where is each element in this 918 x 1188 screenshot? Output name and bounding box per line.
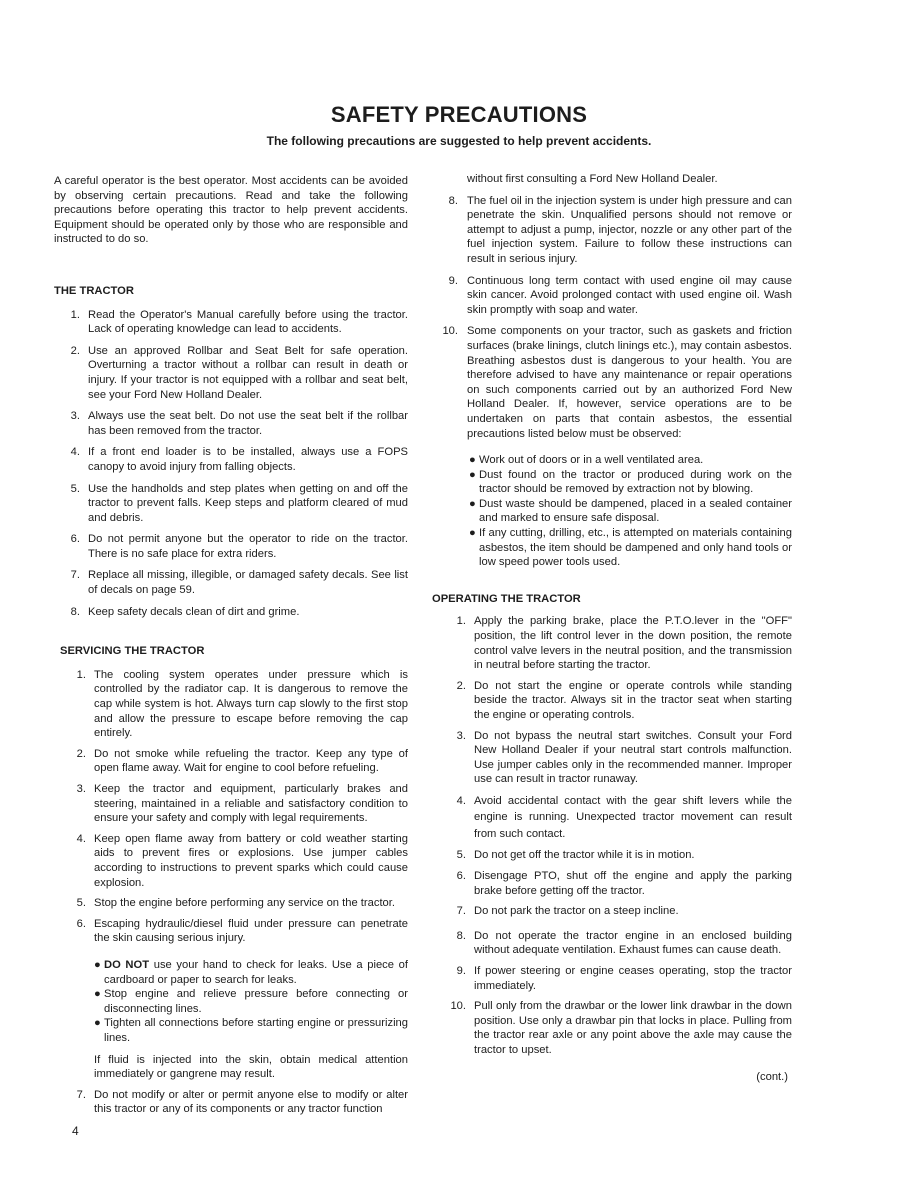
bullet-icon: ● — [469, 454, 476, 467]
list-item: 9. Continuous long term contact with used engine oil may cause skin cancer. Avoid prolonged contact with used engine oil. Wash skin promptly with soap and water. — [448, 274, 792, 316]
operating-list — [436, 614, 792, 1057]
item7-continuation: without first consulting a Ford New Holland Dealer. — [467, 173, 718, 185]
bullet-item: ● Tighten all connections before starting engine or pressurizing lines. — [94, 1017, 408, 1044]
right-column — [432, 172, 792, 1084]
list-item: 5. Stop the engine before performing any service on the tractor. — [76, 897, 395, 910]
bullet-item: ● Dust found on the tractor or produced during work on the tractor should be removed by extraction not by blowing. — [469, 468, 792, 496]
fluid-note: If fluid is injected into the skin, obtain medical attention immediately or gangrene may result. — [94, 1053, 408, 1081]
list-item: 7. Do not park the tractor on a steep incline. — [456, 905, 679, 918]
bullet-icon: ● — [469, 497, 476, 510]
bullet-item: ● Stop engine and relieve pressure before connecting or disconnecting lines. — [94, 988, 408, 1015]
leak-bullets — [60, 958, 408, 1082]
list-item: 4. Keep open flame away from battery or cold weather starting aids to prevent fires or explosions. Use jumper cables according to instructions to prevent sparks which could cause explosion. — [76, 832, 408, 889]
list-item: 1. Read the Operator's Manual carefully before using the tractor. Lack of operating knowledge can lead to accidents. — [70, 308, 408, 336]
list-item: 4. Avoid accidental contact with the gear shift levers while the engine is running. Unexpected tractor movement can result from such contact. — [456, 794, 792, 840]
list-item: 1. Apply the parking brake, place the P.T.O.lever in the "OFF" position, the lift control lever in the down position, the remote control valve levers in the neutral position, and the transmission in neutral before starting the tractor. — [456, 615, 792, 672]
list-item: 5. Do not get off the tractor while it is in motion. — [456, 849, 695, 862]
list-item: 7. Replace all missing, illegible, or damaged safety decals. See list of decals on page 59. — [70, 569, 408, 597]
bullet-icon: ● — [94, 988, 101, 1001]
list-item: 2. Use an approved Rollbar and Seat Belt for safe operation. Overturning a tractor without a rollbar can result in death or injury. If your tractor is not equipped with a rollbar and seat belt, see your Ford New Holland Dealer. — [70, 344, 408, 401]
list-item: 5. Use the handholds and step plates when getting on and off the tractor to prevent falls. Keep steps and platform cleared of mud and debris. — [70, 482, 408, 524]
list-item: 8. Do not operate the tractor engine in an enclosed building without adequate ventilation. Exhaust fumes can cause death. — [456, 929, 792, 957]
bullet-item: ● Work out of doors or in a well ventilated area. — [469, 454, 704, 467]
list-item: 9. If power steering or engine ceases operating, stop the tractor immediately. — [456, 965, 792, 992]
bullet-item: ● If any cutting, drilling, etc., is attempted on materials containing asbestos, the item should be dampened and only hand tools or low speed power tools used. — [469, 527, 792, 569]
list-item: 8. The fuel oil in the injection system is under high pressure and can penetrate the skin. Unqualified persons should not remove or attempt to adjust a pump, injector, nozzle or any other part of the fuel injection system. Failure to follow these instructions can result in serious injury. — [448, 194, 792, 265]
bullet-icon: ● — [94, 1017, 101, 1030]
list-item: 2. Do not smoke while refueling the tractor. Keep any type of open flame away. Wait for engine to cool before refueling. — [76, 747, 408, 775]
page-subtitle: The following precautions are suggested to help prevent accidents. — [266, 134, 652, 148]
list-item: 2. Do not start the engine or operate controls while standing beside the tractor. Always sit in the tractor seat when starting the engine or operating controls. — [456, 679, 792, 721]
bullet-icon: ● — [469, 468, 476, 481]
section-heading-operating: OPERATING THE TRACTOR — [432, 592, 581, 605]
page-title: SAFETY PRECAUTIONS — [330, 102, 588, 127]
bullet-item: ● DO NOT use your hand to check for leaks. Use a piece of cardboard or paper to search for leaks. — [94, 958, 408, 986]
list-item: 3. Always use the seat belt. Do not use the seat belt if the rollbar has been removed from the tractor. — [70, 410, 408, 437]
asbestos-bullets — [436, 453, 792, 570]
section-heading-servicing: SERVICING THE TRACTOR — [60, 645, 205, 658]
left-column — [54, 174, 408, 1117]
list-item: 4. If a front end loader is to be installed, always use a FOPS canopy to avoid injury from falling objects. — [70, 446, 408, 473]
list-item: 3. Do not bypass the neutral start switches. Consult your Ford New Holland Dealer if your neutral start controls malfunction. Use jumper cables only in the recommended manner. Improper use can result in tractor runaway. — [456, 729, 792, 786]
list-item: 3. Keep the tractor and equipment, particularly brakes and steering, maintained in a reliable and satisfactory condition to ensure your safety and comply with legal requirements. — [76, 783, 408, 825]
bullet-icon: ● — [94, 958, 101, 971]
list-item: 6. Escaping hydraulic/diesel fluid under pressure can penetrate the skin causing serious injury. — [76, 917, 408, 945]
bullet-icon: ● — [469, 527, 476, 540]
page-number: 4 — [72, 1124, 79, 1138]
servicing-list — [54, 668, 408, 1117]
list-item: 1. The cooling system operates under pressure which is controlled by the radiator cap. It is dangerous to remove the cap while system is hot. Always turn cap slowly to the first stop and allow the pressure to escape before removing the cap entirely. — [76, 668, 408, 740]
section-heading-tractor: THE TRACTOR — [54, 284, 134, 297]
list-item: 6. Do not permit anyone but the operator to ride on the tractor. There is no safe place for extra riders. — [70, 533, 408, 560]
list-item: 10. Some components on your tractor, such as gaskets and friction surfaces (brake linings, clutch linings etc.), may contain asbestos. Breathing asbestos dust is dangerous to your health. You are therefore advised to have any maintenance or repair operations on such components carried out by an authorized Ford New Holland Dealer. If, however, service operations are to be undertaken on parts that contain asbestos, the essential precautions listed below must be observed: — [442, 325, 792, 440]
intro-paragraph: A careful operator is the best operator. Most accidents can be avoided by observing certain precautions. Read and take the following precautions before operating this tractor to help prevent accidents. Equipment should be operated only by those who are responsible and instructed to do so. — [54, 175, 408, 246]
list-item: 6. Disengage PTO, shut off the engine and apply the parking brake before getting off the tractor. — [456, 870, 792, 897]
bullet-item: ● Dust waste should be dampened, placed in a sealed container and marked to ensure safe disposal. — [469, 497, 792, 525]
list-item: 10. Pull only from the drawbar or the lower link drawbar in the down position. Use only a drawbar pin that locks in place. Pulling from the tractor rear axle or any point above the axle may cause the tractor to upset. — [450, 1000, 792, 1056]
list-item: 7. Do not modify or alter or permit anyone else to modify or alter this tractor or any of its components or any tractor function — [76, 1088, 408, 1116]
list-item: 8. Keep safety decals clean of dirt and grime. — [70, 605, 300, 618]
continued-label: (cont.) — [756, 1070, 788, 1083]
tractor-list — [54, 308, 408, 620]
